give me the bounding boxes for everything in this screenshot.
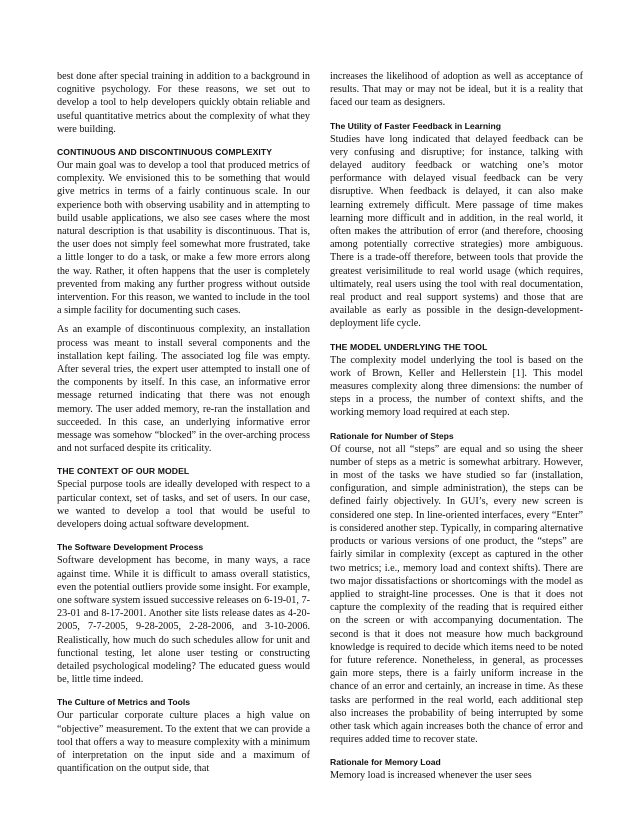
subsection-heading-software-process: The Software Development Process	[57, 542, 204, 553]
subsection-heading-culture: The Culture of Metrics and Tools	[57, 697, 191, 708]
section-heading-model: THE MODEL UNDERLYING THE TOOL	[330, 341, 488, 352]
right-column	[330, 70, 583, 810]
subsection-heading-memory: Rationale for Memory Load	[330, 757, 441, 768]
paragraph-continuous-2: As an example of discontinuous complexity, an installation process was meant to install several components and the installation kept failing. The associated log file was empty. After several tries, the expert user attempted to install one of the components by itself. In this case, an informative error message returned indicating that there was not enough memory. The user added memory, re-ran the installation and succeeded. In this case, an underlying informative error message was somehow “blocked” in the over-arching process and not surfaced despite its criticality.	[57, 324, 310, 455]
paragraph-feedback: Studies have long indicated that delayed feedback can be very confusing and disruptive; for instance, talking with delayed auditory feedback or watching one’s motor performance with delayed visual feedback can be very disruptive. When feedback is delayed, it can also make learning extremely difficult. Mere passage of time makes learning more difficult and in addition, in the real world, it often makes the attribution of error (and therefore, choosing among potentially corrective strategies) more ambiguous. There is a trade-off therefore, between tools that provide the greatest verisimilitude to real world usage (which requires, ultimately, real users using the tool with real documentation, real product and real support systems) and those that are available as early as possible in the design-development-deployment life cycle.	[330, 133, 583, 330]
paragraph-steps: Of course, not all “steps” are equal and so using the sheer number of steps as a metric is somewhat arbitrary. However, in most of the tasks we have studied so far (installation, configuration, and simple administration), the steps can be defined fairly objectively. In GUI’s, every new screen is considered one step. In line-oriented interfaces, every “Enter” is considered another step. Typically, in comparing alternative products or various versions of one product, the “steps” are fairly similar in complexity (except as captured in the other two metrics; i.e., memory load and context shifts). There are two major dissatisfactions or shortcomings with the model as applied to straight-line processes. One is that it does not capture the complexity of the reading that is required either on the screen or with accompanying documentation. The second is that it does not measure how much background knowledge is required to decide which items need to be noted for future reference. Nonetheless, in general, as processes gain more steps, there is a fairly uniform increase in the chance of an error and certainly, an increase in time. As these tasks are performed in the real world, each additional step also increases the probability of being interrupted by some other task which again increases both the chance of error and requires added time to recover state.	[330, 443, 583, 746]
section-heading-continuous-complexity: CONTINUOUS AND DISCONTINUOUS COMPLEXITY	[57, 147, 273, 158]
paragraph-intro-right: increases the likelihood of adoption as well as acceptance of results. That may or may not be ideal, but it is a reality that faced our team as designers.	[330, 71, 583, 109]
paragraph-intro-left: best done after special training in addition to a background in cognitive psychology. For these reasons, we set out to develop a tool to help developers quickly obtain reliable and useful quantitative metrics about the complexity of what they were building.	[57, 71, 310, 135]
paragraph-software-process: Software development has become, in many ways, a race against time. While it is difficult to amass overall statistics, even the potential outliers provide some insight. For example, one software system issued successive releases on 6-19-01, 7-23-01 and 8-17-2001. Another site lists release dates as 4-20-2005, 7-7-2005, 9-28-2005, 2-28-2006, and 3-10-2006. Realistically, how much do such schedules allow for unit and functional testing, let alone user testing or constructing detailed psychological modeling? The educated guess would be, little time indeed.	[57, 555, 310, 686]
paper-page	[57, 70, 583, 810]
paragraph-continuous-1: Our main goal was to develop a tool that produced metrics of complexity. We envisioned this to be something that would give metrics in terms of a fairly continuous scale. In our experience both with observing usability and in attempting to build usable applications, we also see cases where the most natural description is that usability is discontinuous. That is, the user does not simply feel somewhat more frustrated, take a little longer to do a task, or make a few more errors along the way. Rather, it often happens that the user is completely prevented from making any further progress without outside intervention. For this reason, we wanted to include in the tool a simple facility for documenting such cases.	[57, 160, 310, 317]
paragraph-memory: Memory load is increased whenever the user sees	[330, 770, 532, 782]
subsection-heading-feedback: The Utility of Faster Feedback in Learning	[330, 120, 501, 131]
paragraph-model: The complexity model underlying the tool is based on the work of Brown, Keller and Hellerstein [1]. This model measures complexity along three dimensions: the number of steps in a process, the number of context shifts, and the working memory load required at each step.	[330, 354, 583, 419]
left-column	[57, 70, 310, 810]
paragraph-context: Special purpose tools are ideally developed with respect to a particular context, set of tasks, and set of users. In our case, we wanted to develop a tool that would be useful to developers doing actual software development.	[57, 479, 310, 531]
paragraph-culture: Our particular corporate culture places a high value on “objective” measurement. To the extent that we can provide a tool that offers a way to measure complexity with a minimum of interpretation on the input side and a maximum of quantification on the output side, that	[57, 710, 310, 775]
subsection-heading-steps: Rationale for Number of Steps	[330, 430, 454, 441]
section-heading-context: THE CONTEXT OF OUR MODEL	[57, 466, 190, 477]
